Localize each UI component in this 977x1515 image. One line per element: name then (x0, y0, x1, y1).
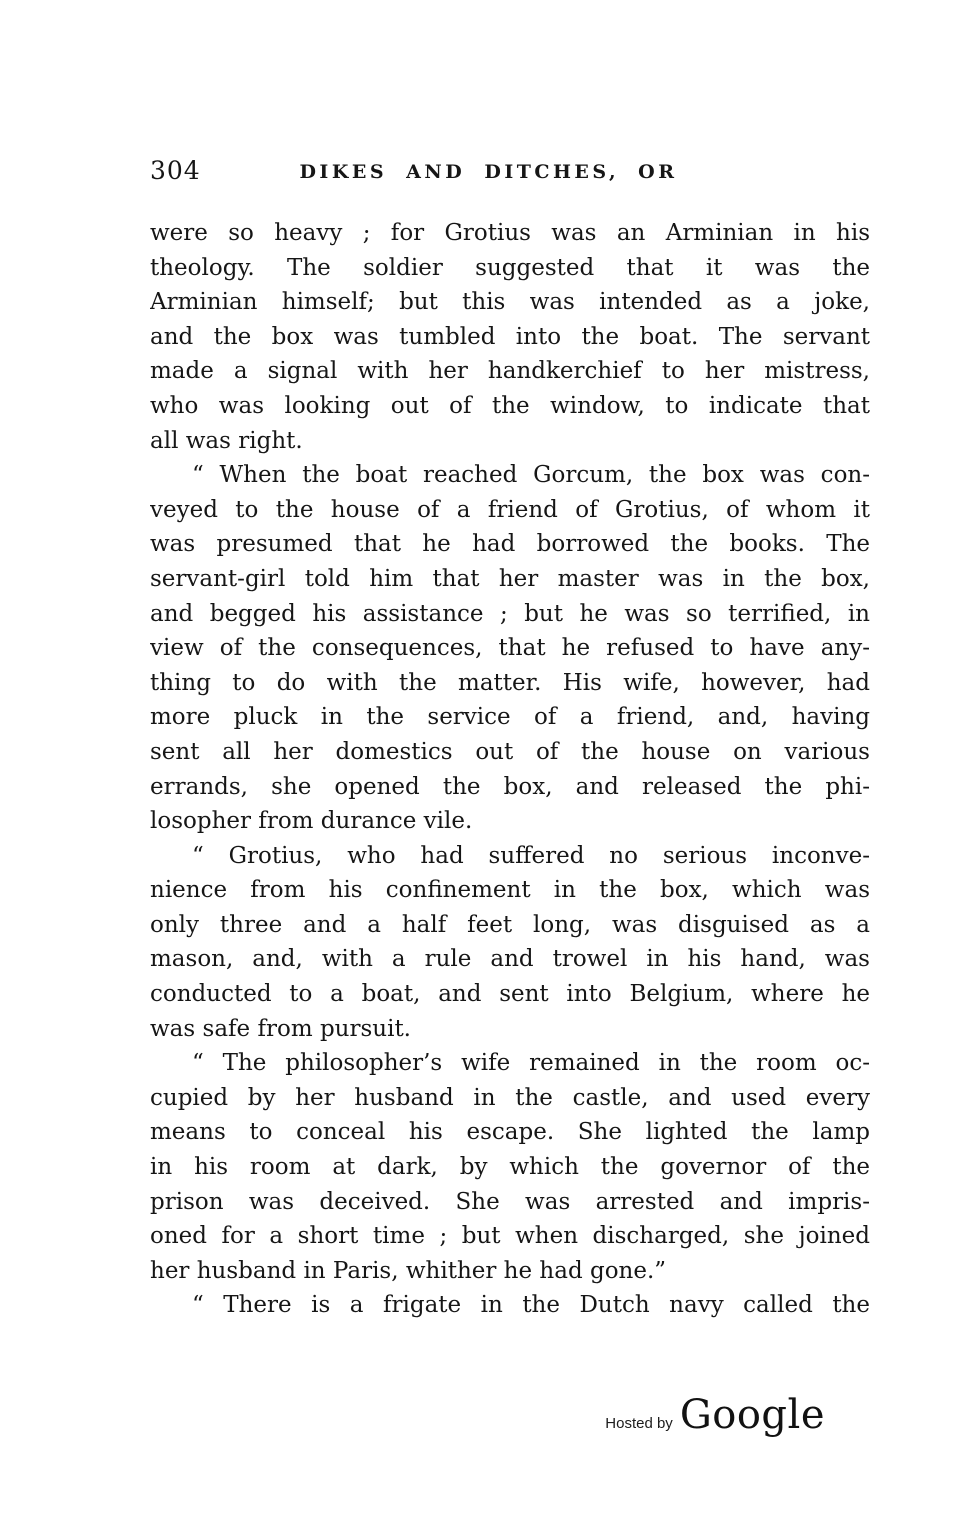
text-line: “ There is a frigate in the Dutch navy called the (192, 1292, 870, 1319)
text-line: Arminian himself; but this was intended as a joke, (150, 289, 870, 316)
text-line: thing to do with the matter. His wife, however, had (150, 669, 870, 696)
text-line: and begged his assistance ; but he was so terrified, in (150, 600, 870, 627)
text-line: made a signal with her handkerchief to her mistress, (150, 358, 870, 385)
text-line: was presumed that he had borrowed the books. The (150, 531, 870, 558)
text-line: who was looking out of the window, to indicate that (150, 392, 870, 419)
text-line: sent all her domestics out of the house on various (150, 738, 870, 765)
hosted-by-label: Hosted by (605, 1415, 673, 1432)
text-line: prison was deceived. She was arrested and impris- (150, 1188, 870, 1215)
google-logo: Google (679, 1392, 825, 1438)
text-line: was safe from pursuit. (150, 1015, 411, 1042)
text-line: and the box was tumbled into the boat. The servant (150, 323, 870, 350)
text-line: servant-girl told him that her master was in the box, (150, 565, 870, 592)
text-line: “ Grotius, who had suffered no serious inconve- (192, 842, 870, 869)
text-line: her husband in Paris, whither he had gone.” (150, 1257, 667, 1284)
text-line: in his room at dark, by which the governor of the (150, 1154, 870, 1181)
text-line: mason, and, with a rule and trowel in his hand, was (150, 946, 870, 973)
text-line: view of the consequences, that he refused to have any- (150, 635, 870, 662)
text-line: cupied by her husband in the castle, and used every (150, 1084, 870, 1111)
text-line: theology. The soldier suggested that it was the (150, 254, 870, 281)
text-line: conducted to a boat, and sent into Belgium, where he (150, 981, 870, 1008)
text-line: all was right. (150, 427, 303, 454)
text-line: errands, she opened the box, and released the phi- (150, 773, 870, 800)
text-line: “ The philosopher’s wife remained in the room oc- (192, 1050, 870, 1077)
text-line: were so heavy ; for Grotius was an Arminian in his (150, 220, 870, 246)
text-line: oned for a short time ; but when discharged, she joined (150, 1223, 870, 1250)
text-line: means to conceal his escape. She lighted the lamp (150, 1119, 870, 1146)
page-number: 304 (150, 156, 201, 185)
text-line: losopher from durance vile. (150, 808, 473, 835)
text-line: more pluck in the service of a friend, and, having (150, 704, 870, 731)
text-line: only three and a half feet long, was disguised as a (150, 911, 870, 938)
text-block (150, 216, 870, 1323)
text-line: “ When the boat reached Gorcum, the box was con- (192, 462, 870, 489)
text-line: nience from his confinement in the box, which was (150, 877, 870, 904)
footer-watermark (605, 1392, 825, 1438)
running-title: DIKES AND DITCHES, OR (299, 161, 678, 183)
text-line: veyed to the house of a friend of Grotius, of whom it (150, 496, 870, 523)
